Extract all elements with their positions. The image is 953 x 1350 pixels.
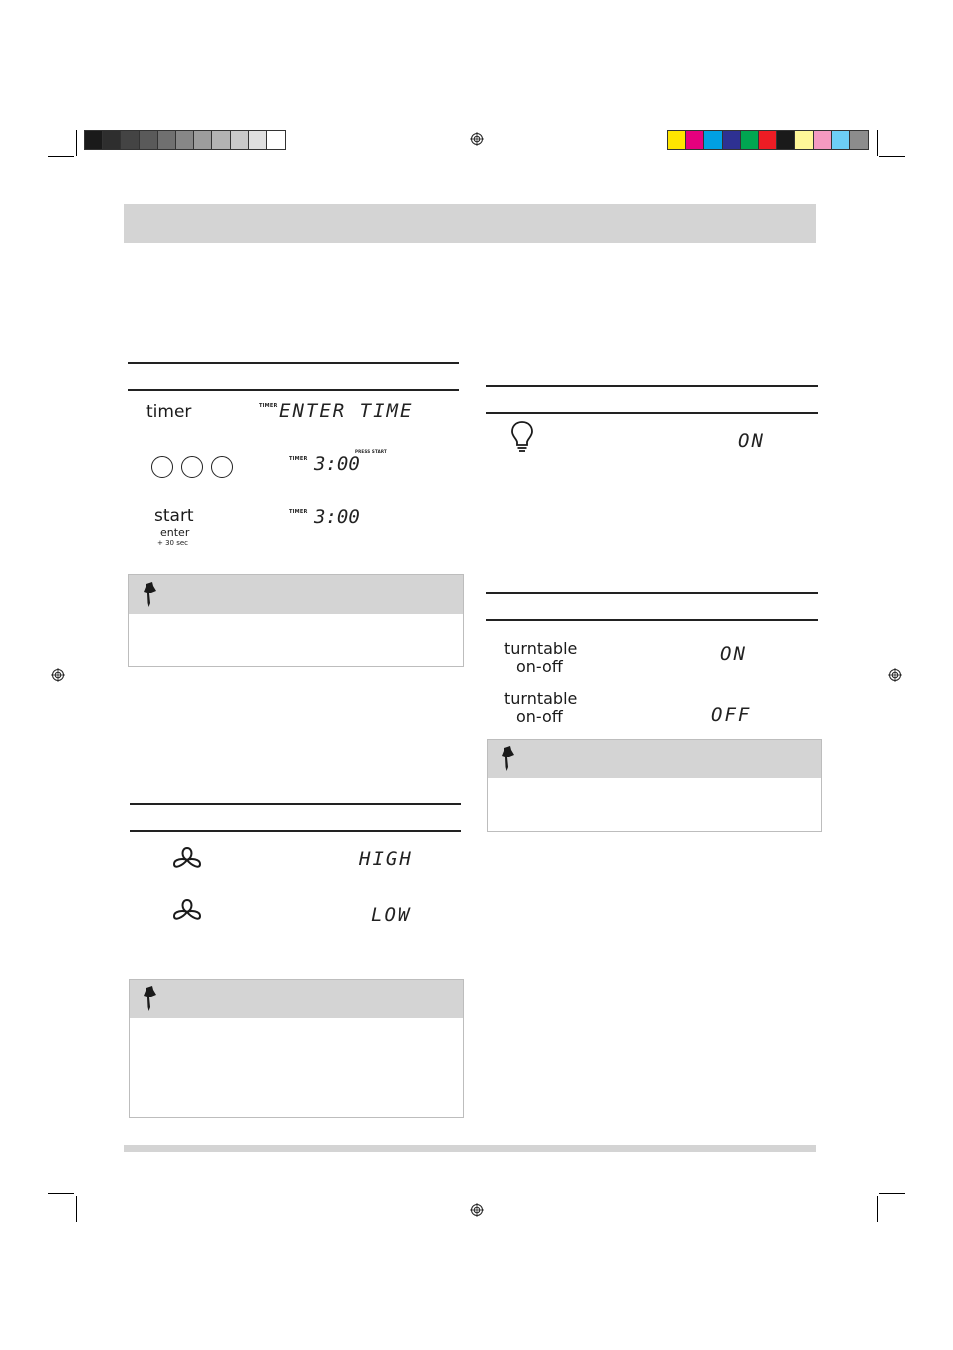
pushpin-icon <box>499 745 519 773</box>
section-rule <box>130 803 461 805</box>
color-swatch <box>267 131 285 149</box>
enter-button-label: enter <box>160 526 190 539</box>
display-press-start-tag: PRESS START <box>355 449 387 454</box>
color-swatch <box>194 131 212 149</box>
header-band <box>124 204 816 243</box>
pushpin-icon <box>141 985 161 1013</box>
section-rule <box>128 389 459 391</box>
color-swatch <box>121 131 139 149</box>
color-swatch <box>723 131 741 149</box>
note-header <box>130 980 463 1018</box>
crop-mark <box>76 1196 77 1222</box>
light-bulb-icon <box>509 420 535 454</box>
note-header <box>129 575 463 614</box>
grayscale-calibration-bar <box>84 130 286 150</box>
section-rule <box>128 362 459 364</box>
start-button-label: start <box>154 506 194 526</box>
crop-mark <box>877 1196 878 1222</box>
color-swatch <box>832 131 850 149</box>
display-fan-low: LOW <box>371 904 412 926</box>
crop-mark <box>877 130 878 156</box>
color-swatch <box>741 131 759 149</box>
color-swatch <box>777 131 795 149</box>
note-header <box>488 740 821 778</box>
timer-button-label: timer <box>146 402 192 422</box>
turntable-onoff-label: on-off <box>516 707 563 726</box>
registration-mark-icon <box>51 668 65 682</box>
display-fan-high: HIGH <box>359 848 413 870</box>
color-swatch <box>176 131 194 149</box>
display-timer-tag: TIMER <box>259 403 278 409</box>
footer-band <box>124 1145 816 1152</box>
section-rule <box>130 830 461 832</box>
display-time: 3:00 <box>314 453 360 475</box>
fan-icon <box>171 896 203 928</box>
pushpin-icon <box>141 581 161 609</box>
color-swatch <box>850 131 868 149</box>
display-time: 3:00 <box>314 506 360 528</box>
color-calibration-bar <box>667 130 869 150</box>
note-box <box>487 739 822 832</box>
crop-mark <box>76 130 77 156</box>
color-swatch <box>231 131 249 149</box>
section-rule <box>486 619 818 621</box>
color-swatch <box>759 131 777 149</box>
display-enter-time: ENTER TIME <box>279 400 414 422</box>
color-swatch <box>85 131 103 149</box>
registration-mark-icon <box>888 668 902 682</box>
display-timer-tag: TIMER <box>289 509 308 515</box>
crop-mark <box>879 1193 905 1194</box>
color-swatch <box>249 131 267 149</box>
registration-mark-icon <box>470 132 484 146</box>
color-swatch <box>686 131 704 149</box>
crop-mark <box>48 1193 74 1194</box>
section-rule <box>486 592 818 594</box>
display-timer-tag: TIMER <box>289 456 308 462</box>
number-key-circle <box>151 456 173 478</box>
color-swatch <box>704 131 722 149</box>
display-turntable-on: ON <box>720 643 747 665</box>
color-swatch <box>814 131 832 149</box>
crop-mark <box>48 156 74 157</box>
color-swatch <box>103 131 121 149</box>
color-swatch <box>212 131 230 149</box>
turntable-onoff-label: on-off <box>516 657 563 676</box>
display-light-on: ON <box>738 430 765 452</box>
number-key-circle <box>181 456 203 478</box>
turntable-button-label: turntable <box>504 639 578 658</box>
note-box <box>129 979 464 1118</box>
crop-mark <box>879 156 905 157</box>
color-swatch <box>668 131 686 149</box>
section-rule <box>486 412 818 414</box>
number-key-circle <box>211 456 233 478</box>
note-box <box>128 574 464 667</box>
turntable-button-label: turntable <box>504 689 578 708</box>
color-swatch <box>158 131 176 149</box>
section-rule <box>486 385 818 387</box>
registration-mark-icon <box>470 1203 484 1217</box>
fan-icon <box>171 844 203 876</box>
display-turntable-off: OFF <box>711 704 752 726</box>
color-swatch <box>140 131 158 149</box>
plus-30-sec-label: + 30 sec <box>157 539 189 547</box>
color-swatch <box>795 131 813 149</box>
